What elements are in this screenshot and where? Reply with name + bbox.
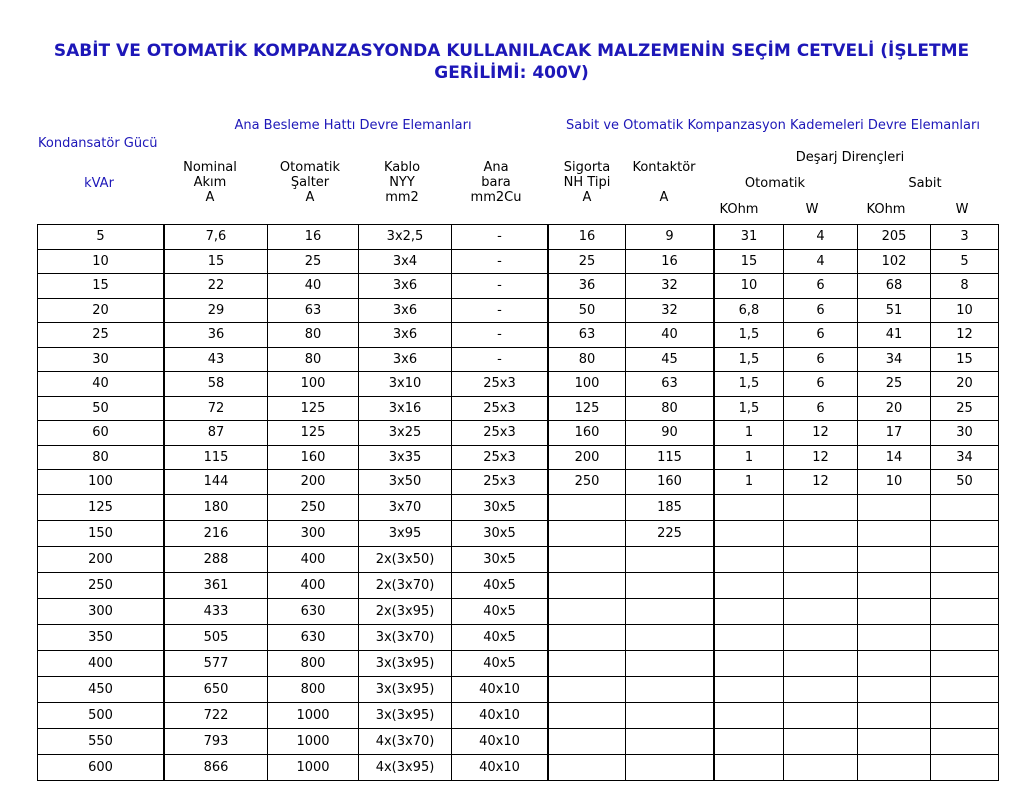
busbar-cell: 40x5 <box>452 625 549 651</box>
breaker-cell: 80 <box>268 348 359 373</box>
table-row <box>38 274 998 299</box>
table-row <box>38 348 998 373</box>
otomatik-subheader: Otomatik <box>744 176 806 191</box>
nominal-current-cell: 866 <box>165 755 268 780</box>
sabit-w-cell: 30 <box>931 421 998 446</box>
oto-kohm-cell <box>715 599 784 625</box>
sabit-kohm-cell: 14 <box>858 446 931 471</box>
cable-header: Kablo NYY mm2 <box>383 160 421 205</box>
sabit-w-cell <box>931 495 998 521</box>
main-feed-group-header: Ana Besleme Hattı Devre Elemanları <box>234 118 472 133</box>
busbar-header: Ana bara mm2Cu <box>470 160 522 205</box>
kvar-cell: 450 <box>38 677 165 703</box>
kvar-cell: 350 <box>38 625 165 651</box>
contactor-cell: 225 <box>626 521 715 547</box>
fuse-cell: 63 <box>549 323 626 348</box>
busbar-cell: 40x10 <box>452 703 549 729</box>
breaker-cell: 40 <box>268 274 359 299</box>
oto-w-cell <box>784 651 858 677</box>
oto-kohm-cell: 1,5 <box>715 397 784 422</box>
oto-kohm-cell: 1,5 <box>715 372 784 397</box>
sabit-w-cell <box>931 599 998 625</box>
sabit-w-cell <box>931 729 998 755</box>
nominal-current-cell: 144 <box>165 470 268 495</box>
fuse-cell <box>549 755 626 780</box>
table-row <box>38 397 998 422</box>
contactor-cell: 115 <box>626 446 715 471</box>
breaker-cell: 63 <box>268 299 359 324</box>
fuse-cell <box>549 651 626 677</box>
sabit-w-cell <box>931 703 998 729</box>
table-row <box>38 323 998 348</box>
busbar-cell: - <box>452 225 549 250</box>
oto-kohm-cell <box>715 625 784 651</box>
oto-w-cell <box>784 521 858 547</box>
sabit-kohm-cell <box>858 573 931 599</box>
cable-cell: 2x(3x50) <box>359 547 452 573</box>
fuse-cell: 125 <box>549 397 626 422</box>
contactor-cell: 185 <box>626 495 715 521</box>
oto-kohm-cell <box>715 651 784 677</box>
cable-cell: 4x(3x70) <box>359 729 452 755</box>
contactor-cell: 80 <box>626 397 715 422</box>
oto-w-cell <box>784 755 858 780</box>
fuse-cell: 25 <box>549 250 626 275</box>
fuse-cell: 200 <box>549 446 626 471</box>
table-row <box>38 299 998 324</box>
breaker-cell: 400 <box>268 547 359 573</box>
breaker-cell: 300 <box>268 521 359 547</box>
contactor-cell: 90 <box>626 421 715 446</box>
oto-kohm-cell: 10 <box>715 274 784 299</box>
stages-group-header: Sabit ve Otomatik Kompanzasyon Kademeleri Devre Elemanları <box>566 118 980 133</box>
breaker-cell: 25 <box>268 250 359 275</box>
sabit-kohm-cell: 205 <box>858 225 931 250</box>
oto-w-cell <box>784 703 858 729</box>
oto-w-cell: 4 <box>784 250 858 275</box>
fuse-cell: 36 <box>549 274 626 299</box>
busbar-cell: 25x3 <box>452 372 549 397</box>
oto-kohm-cell <box>715 495 784 521</box>
busbar-cell: 25x3 <box>452 397 549 422</box>
busbar-cell: 40x5 <box>452 573 549 599</box>
table-row <box>38 421 998 446</box>
table-row <box>38 573 998 599</box>
breaker-cell: 630 <box>268 599 359 625</box>
kvar-cell: 30 <box>38 348 165 373</box>
breaker-cell: 1000 <box>268 755 359 780</box>
sabit-kohm-cell <box>858 755 931 780</box>
table-row <box>38 625 998 651</box>
breaker-cell: 200 <box>268 470 359 495</box>
sabit-w-cell <box>931 651 998 677</box>
oto-kohm-cell <box>715 547 784 573</box>
sabit-w-cell: 50 <box>931 470 998 495</box>
breaker-cell: 125 <box>268 397 359 422</box>
cable-cell: 4x(3x95) <box>359 755 452 780</box>
sabit-w-cell <box>931 573 998 599</box>
selection-table <box>37 224 999 781</box>
cable-cell: 2x(3x95) <box>359 599 452 625</box>
breaker-cell: 80 <box>268 323 359 348</box>
sabit-kohm-cell: 34 <box>858 348 931 373</box>
kvar-cell: 10 <box>38 250 165 275</box>
busbar-cell: 30x5 <box>452 547 549 573</box>
sabit-kohm-cell: 102 <box>858 250 931 275</box>
table-row <box>38 446 998 471</box>
nominal-current-cell: 58 <box>165 372 268 397</box>
oto-w-cell: 12 <box>784 421 858 446</box>
busbar-cell: 30x5 <box>452 521 549 547</box>
sabit-subheader: Sabit <box>908 176 942 191</box>
kvar-cell: 400 <box>38 651 165 677</box>
oto-w-cell: 6 <box>784 348 858 373</box>
oto-kohm-cell <box>715 677 784 703</box>
busbar-cell: 40x10 <box>452 677 549 703</box>
busbar-cell: 40x10 <box>452 729 549 755</box>
kvar-cell: 5 <box>38 225 165 250</box>
oto-kohm-cell: 1,5 <box>715 348 784 373</box>
busbar-cell: 40x5 <box>452 651 549 677</box>
table-row <box>38 225 998 250</box>
sabit-kohm-cell <box>858 703 931 729</box>
busbar-cell: 30x5 <box>452 495 549 521</box>
cable-cell: 3x95 <box>359 521 452 547</box>
cable-cell: 3x50 <box>359 470 452 495</box>
oto-w-cell <box>784 573 858 599</box>
oto-w-cell <box>784 729 858 755</box>
fuse-cell <box>549 729 626 755</box>
table-row <box>38 470 998 495</box>
contactor-header: Kontaktör A <box>632 160 696 205</box>
nominal-current-cell: 793 <box>165 729 268 755</box>
kvar-cell: 40 <box>38 372 165 397</box>
oto-w-cell <box>784 677 858 703</box>
nominal-current-cell: 36 <box>165 323 268 348</box>
kvar-cell: 60 <box>38 421 165 446</box>
oto-kohm-header: KOhm <box>719 202 759 217</box>
contactor-cell <box>626 651 715 677</box>
oto-kohm-cell: 1 <box>715 470 784 495</box>
breaker-cell: 400 <box>268 573 359 599</box>
contactor-cell: 32 <box>626 274 715 299</box>
sabit-w-cell: 10 <box>931 299 998 324</box>
kvar-cell: 100 <box>38 470 165 495</box>
kvar-cell: 300 <box>38 599 165 625</box>
oto-w-header: W <box>805 202 819 217</box>
kvar-cell: 25 <box>38 323 165 348</box>
breaker-cell: 160 <box>268 446 359 471</box>
table-row <box>38 547 998 573</box>
sabit-kohm-header: KOhm <box>866 202 906 217</box>
discharge-resistors-header: Deşarj Dirençleri <box>795 150 905 165</box>
nominal-current-cell: 361 <box>165 573 268 599</box>
nominal-current-cell: 22 <box>165 274 268 299</box>
table-row <box>38 729 998 755</box>
nominal-current-cell: 650 <box>165 677 268 703</box>
sabit-w-cell: 3 <box>931 225 998 250</box>
oto-w-cell <box>784 599 858 625</box>
oto-kohm-cell <box>715 703 784 729</box>
table-row <box>38 372 998 397</box>
busbar-cell: - <box>452 250 549 275</box>
nominal-current-cell: 29 <box>165 299 268 324</box>
contactor-cell: 40 <box>626 323 715 348</box>
breaker-cell: 125 <box>268 421 359 446</box>
page-title: SABİT VE OTOMATİK KOMPANZASYONDA KULLANILACAK MALZEMENİN SEÇİM CETVELİ (İŞLETME GERİLİMİ: 400V) <box>53 41 970 83</box>
nominal-current-cell: 577 <box>165 651 268 677</box>
oto-kohm-cell: 1 <box>715 446 784 471</box>
sabit-kohm-cell <box>858 651 931 677</box>
fuse-cell: 50 <box>549 299 626 324</box>
oto-w-cell: 12 <box>784 470 858 495</box>
sabit-w-cell: 15 <box>931 348 998 373</box>
nominal-current-cell: 505 <box>165 625 268 651</box>
oto-w-cell <box>784 625 858 651</box>
oto-w-cell: 6 <box>784 299 858 324</box>
table-row <box>38 677 998 703</box>
oto-w-cell: 6 <box>784 397 858 422</box>
table-row <box>38 250 998 275</box>
table-row <box>38 495 998 521</box>
cable-cell: 3x16 <box>359 397 452 422</box>
capacitor-power-label: Kondansatör Gücü <box>38 136 158 151</box>
fuse-header: Sigorta NH Tipi A <box>563 160 611 205</box>
busbar-cell: - <box>452 274 549 299</box>
oto-kohm-cell: 1,5 <box>715 323 784 348</box>
table-row <box>38 599 998 625</box>
contactor-cell: 63 <box>626 372 715 397</box>
kvar-cell: 15 <box>38 274 165 299</box>
sabit-kohm-cell <box>858 729 931 755</box>
sabit-kohm-cell: 41 <box>858 323 931 348</box>
fuse-cell <box>549 495 626 521</box>
nominal-current-cell: 115 <box>165 446 268 471</box>
breaker-cell: 100 <box>268 372 359 397</box>
fuse-cell <box>549 599 626 625</box>
busbar-cell: 25x3 <box>452 446 549 471</box>
kvar-cell: 250 <box>38 573 165 599</box>
sabit-kohm-cell <box>858 599 931 625</box>
cable-cell: 3x10 <box>359 372 452 397</box>
breaker-cell: 250 <box>268 495 359 521</box>
busbar-cell: - <box>452 299 549 324</box>
contactor-cell <box>626 547 715 573</box>
fuse-cell: 250 <box>549 470 626 495</box>
sabit-w-cell: 5 <box>931 250 998 275</box>
cable-cell: 3x6 <box>359 274 452 299</box>
breaker-cell: 1000 <box>268 729 359 755</box>
cable-cell: 3x6 <box>359 299 452 324</box>
sabit-w-cell <box>931 625 998 651</box>
table-row <box>38 651 998 677</box>
kvar-cell: 50 <box>38 397 165 422</box>
busbar-cell: 25x3 <box>452 421 549 446</box>
sabit-w-cell <box>931 521 998 547</box>
kvar-cell: 500 <box>38 703 165 729</box>
kvar-cell: 550 <box>38 729 165 755</box>
oto-kohm-cell <box>715 521 784 547</box>
sabit-kohm-cell <box>858 547 931 573</box>
cable-cell: 3x(3x95) <box>359 703 452 729</box>
contactor-cell <box>626 755 715 780</box>
oto-kohm-cell <box>715 573 784 599</box>
sabit-w-cell <box>931 755 998 780</box>
sabit-kohm-cell <box>858 521 931 547</box>
oto-w-cell: 4 <box>784 225 858 250</box>
nominal-current-cell: 72 <box>165 397 268 422</box>
oto-kohm-cell <box>715 729 784 755</box>
busbar-cell: 25x3 <box>452 470 549 495</box>
busbar-cell: 40x5 <box>452 599 549 625</box>
cable-cell: 3x6 <box>359 348 452 373</box>
capacitor-unit-label: kVAr <box>84 176 114 191</box>
oto-kohm-cell: 6,8 <box>715 299 784 324</box>
sabit-w-cell: 8 <box>931 274 998 299</box>
table-row <box>38 703 998 729</box>
oto-w-cell <box>784 547 858 573</box>
cable-cell: 3x2,5 <box>359 225 452 250</box>
breaker-cell: 630 <box>268 625 359 651</box>
nominal-current-cell: 7,6 <box>165 225 268 250</box>
cable-cell: 3x(3x70) <box>359 625 452 651</box>
sabit-kohm-cell: 17 <box>858 421 931 446</box>
fuse-cell: 100 <box>549 372 626 397</box>
contactor-cell: 32 <box>626 299 715 324</box>
oto-kohm-cell <box>715 755 784 780</box>
sabit-kohm-cell: 20 <box>858 397 931 422</box>
contactor-cell: 16 <box>626 250 715 275</box>
kvar-cell: 600 <box>38 755 165 780</box>
nominal-current-cell: 722 <box>165 703 268 729</box>
nominal-current-cell: 216 <box>165 521 268 547</box>
contactor-cell: 45 <box>626 348 715 373</box>
contactor-cell <box>626 599 715 625</box>
cable-cell: 3x(3x95) <box>359 677 452 703</box>
fuse-cell: 80 <box>549 348 626 373</box>
nominal-current-cell: 15 <box>165 250 268 275</box>
sabit-w-cell: 25 <box>931 397 998 422</box>
cable-cell: 3x(3x95) <box>359 651 452 677</box>
sabit-kohm-cell: 68 <box>858 274 931 299</box>
fuse-cell <box>549 573 626 599</box>
contactor-cell <box>626 729 715 755</box>
oto-w-cell: 6 <box>784 372 858 397</box>
contactor-cell: 160 <box>626 470 715 495</box>
oto-w-cell: 6 <box>784 274 858 299</box>
busbar-cell: 40x10 <box>452 755 549 780</box>
cable-cell: 2x(3x70) <box>359 573 452 599</box>
breaker-cell: 800 <box>268 677 359 703</box>
sabit-kohm-cell <box>858 625 931 651</box>
breaker-cell: 800 <box>268 651 359 677</box>
kvar-cell: 150 <box>38 521 165 547</box>
cable-cell: 3x25 <box>359 421 452 446</box>
fuse-cell <box>549 521 626 547</box>
sabit-kohm-cell <box>858 495 931 521</box>
cable-cell: 3x35 <box>359 446 452 471</box>
busbar-cell: - <box>452 348 549 373</box>
contactor-cell <box>626 677 715 703</box>
cable-cell: 3x70 <box>359 495 452 521</box>
sabit-w-cell: 12 <box>931 323 998 348</box>
sabit-w-cell <box>931 677 998 703</box>
sabit-w-cell <box>931 547 998 573</box>
kvar-cell: 125 <box>38 495 165 521</box>
cable-cell: 3x4 <box>359 250 452 275</box>
nominal-current-cell: 180 <box>165 495 268 521</box>
sabit-kohm-cell: 10 <box>858 470 931 495</box>
fuse-cell <box>549 677 626 703</box>
contactor-cell <box>626 625 715 651</box>
kvar-cell: 20 <box>38 299 165 324</box>
contactor-cell <box>626 703 715 729</box>
breaker-cell: 1000 <box>268 703 359 729</box>
oto-w-cell: 6 <box>784 323 858 348</box>
oto-kohm-cell: 1 <box>715 421 784 446</box>
breaker-header: Otomatik Şalter A <box>279 160 341 205</box>
contactor-cell: 9 <box>626 225 715 250</box>
fuse-cell <box>549 625 626 651</box>
contactor-cell <box>626 573 715 599</box>
fuse-cell <box>549 703 626 729</box>
nominal-current-cell: 433 <box>165 599 268 625</box>
nominal-current-cell: 43 <box>165 348 268 373</box>
busbar-cell: - <box>452 323 549 348</box>
sabit-w-cell: 34 <box>931 446 998 471</box>
sabit-kohm-cell <box>858 677 931 703</box>
cable-cell: 3x6 <box>359 323 452 348</box>
sabit-kohm-cell: 25 <box>858 372 931 397</box>
table-row <box>38 755 998 780</box>
fuse-cell: 160 <box>549 421 626 446</box>
breaker-cell: 16 <box>268 225 359 250</box>
fuse-cell <box>549 547 626 573</box>
sabit-w-cell: 20 <box>931 372 998 397</box>
kvar-cell: 80 <box>38 446 165 471</box>
nominal-current-header: Nominal Akım A <box>183 160 237 205</box>
nominal-current-cell: 288 <box>165 547 268 573</box>
sabit-kohm-cell: 51 <box>858 299 931 324</box>
sabit-w-header: W <box>955 202 969 217</box>
oto-w-cell <box>784 495 858 521</box>
oto-kohm-cell: 31 <box>715 225 784 250</box>
table-row <box>38 521 998 547</box>
nominal-current-cell: 87 <box>165 421 268 446</box>
oto-kohm-cell: 15 <box>715 250 784 275</box>
fuse-cell: 16 <box>549 225 626 250</box>
oto-w-cell: 12 <box>784 446 858 471</box>
kvar-cell: 200 <box>38 547 165 573</box>
